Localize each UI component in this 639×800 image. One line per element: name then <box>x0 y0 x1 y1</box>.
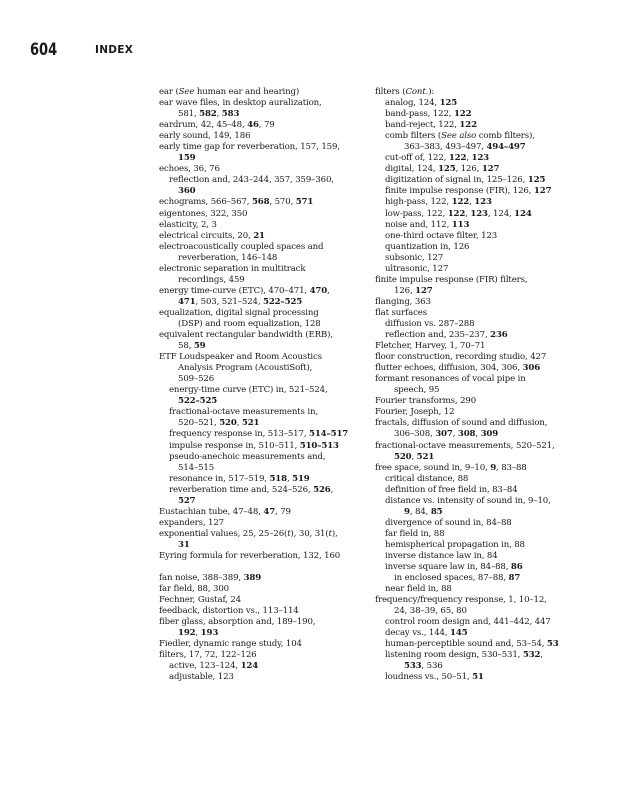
index-subentry: recordings, 459 <box>178 274 245 285</box>
index-subentry: near field in, 88 <box>385 584 452 595</box>
index-subentry: adjustable, 123 <box>169 672 234 683</box>
index-subentry: 159 <box>178 153 196 164</box>
index-entry: formant resonances of vocal pipe in <box>375 374 526 385</box>
index-entry: early time gap for reverberation, 157, 159, <box>159 142 340 153</box>
index-entry: echoes, 36, 76 <box>159 164 220 175</box>
index-entry: fractals, diffusion of sound and diffusion, <box>375 418 548 429</box>
index-subentry: reflection and, 243–244, 357, 359–360, <box>169 175 334 186</box>
index-subentry: 581, 582, 583 <box>178 109 240 120</box>
index-subentry: reverberation time and, 524–526, 526, <box>169 484 334 495</box>
index-subentry: loudness vs., 50–51, 51 <box>385 672 484 683</box>
index-entry: elasticity, 2, 3 <box>159 219 217 230</box>
index-subentry: reflection and, 235–237, 236 <box>385 330 508 341</box>
index-subentry: 522–525 <box>178 396 218 407</box>
index-subentry: band-reject, 122, 122 <box>385 120 477 131</box>
index-entry: eardrum, 42, 45–48, 46, 79 <box>159 120 275 131</box>
index-subentry: cut-off of, 122, 122, 123 <box>385 153 489 164</box>
index-subentry: definition of free field in, 83–84 <box>385 484 518 495</box>
index-entry: equivalent rectangular bandwidth (ERB), <box>159 330 333 341</box>
index-subentry: digital, 124, 125, 126, 127 <box>385 164 500 175</box>
index-subentry: 24, 38–39, 65, 80 <box>394 606 467 617</box>
index-subentry: critical distance, 88 <box>385 473 469 484</box>
index-entry: Fletcher, Harvey, 1, 70–71 <box>375 341 486 352</box>
index-entry: Fiedler, dynamic range study, 104 <box>159 639 302 650</box>
index-entry: ear wave files, in desktop auralization, <box>159 98 322 109</box>
index-entry: energy time-curve (ETC), 470–471, 470, <box>159 285 330 296</box>
section-title: INDEX <box>95 44 134 56</box>
index-entry: floor construction, recording studio, 427 <box>375 352 547 363</box>
index-entry: free space, sound in, 9–10, 9, 83–88 <box>375 462 527 473</box>
index-subentry: analog, 124, 125 <box>385 98 458 109</box>
index-subentry: 306–308, 307, 308, 309 <box>394 429 499 440</box>
index-subentry: digitization of signal in, 125–126, 125 <box>385 175 546 186</box>
index-column-left <box>159 87 377 683</box>
index-subentry: low-pass, 122, 122, 123, 124, 124 <box>385 208 532 219</box>
index-subentry: subsonic, 127 <box>385 252 444 263</box>
index-subentry: 363–383, 493–497, 494–497 <box>404 142 526 153</box>
index-subentry: Analysis Program (AcoustiSoft), <box>178 363 313 374</box>
index-subentry: diffusion vs. 287–288 <box>385 318 475 329</box>
index-subentry: high-pass, 122, 122, 123 <box>385 197 492 208</box>
page-number: 604 <box>30 40 58 60</box>
index-entry: filters, 17, 72, 122–126 <box>159 650 257 661</box>
index-subentry: inverse square law in, 84–88, 86 <box>385 562 523 573</box>
index-subentry: control room design and, 441–442, 447 <box>385 617 551 628</box>
index-entry: fractional-octave measurements, 520–521, <box>375 440 555 451</box>
index-entry: filters (Cont.): <box>375 87 435 97</box>
index-subentry: resonance in, 517–519, 518, 519 <box>169 473 310 484</box>
index-entry: Eustachian tube, 47–48, 47, 79 <box>159 506 291 517</box>
index-subentry: 527 <box>178 495 196 506</box>
index-subentry: 509–526 <box>178 374 215 385</box>
index-subentry: quantization in, 126 <box>385 241 470 252</box>
index-subentry: ultrasonic, 127 <box>385 263 449 274</box>
index-subentry: inverse distance law in, 84 <box>385 550 498 561</box>
index-entry: feedback, distortion vs., 113–114 <box>159 606 299 617</box>
index-subentry: distance vs. intensity of sound in, 9–10, <box>385 495 551 506</box>
index-entry: Fechner, Gustaf, 24 <box>159 595 241 606</box>
index-subentry: 533, 536 <box>404 661 443 672</box>
index-subentry: decay vs., 144, 145 <box>385 628 468 639</box>
index-subentry: in enclosed spaces, 87–88, 87 <box>394 573 521 584</box>
index-entry: electroacoustically coupled spaces and <box>159 241 324 252</box>
index-subentry: 192, 193 <box>178 628 219 639</box>
index-entry: Fourier transforms, 290 <box>375 396 477 407</box>
index-entry: finite impulse response (FIR) filters, <box>375 274 528 285</box>
index-subentry: 126, 127 <box>394 285 433 296</box>
index-entry: electrical circuits, 20, 21 <box>159 230 265 241</box>
index-subentry: fractional-octave measurements in, <box>169 407 318 418</box>
index-subentry: energy-time curve (ETC) in, 521–524, <box>169 385 328 396</box>
index-subentry: active, 123–124, 124 <box>169 661 259 672</box>
index-entry: frequency/frequency response, 1, 10–12, <box>375 595 547 606</box>
index-subentry: far field in, 88 <box>385 528 445 539</box>
index-subentry: noise and, 112, 113 <box>385 219 470 230</box>
index-subentry: 520–521, 520, 521 <box>178 418 260 429</box>
index-entry: echograms, 566–567, 568, 570, 571 <box>159 197 314 208</box>
index-subentry: hemispherical propagation in, 88 <box>385 539 525 550</box>
index-subentry: 360 <box>178 186 196 197</box>
index-subentry: listening room design, 530–531, 532, <box>385 650 543 661</box>
index-subentry: 9, 84, 85 <box>404 506 443 517</box>
index-subentry: speech, 95 <box>394 385 440 396</box>
index-entry: ETF Loudspeaker and Room Acoustics <box>159 352 322 363</box>
index-subentry: reverberation, 146–148 <box>178 252 278 263</box>
index-subentry: 471, 503, 521–524, 522–525 <box>178 296 303 307</box>
index-subentry: 514–515 <box>178 462 215 473</box>
index-subentry: band-pass, 122, 122 <box>385 109 472 120</box>
letter-group-gap <box>159 562 377 573</box>
index-entry: Eyring formula for reverberation, 132, 160 <box>159 550 341 561</box>
index-entry: flutter echoes, diffusion, 304, 306, 306 <box>375 363 541 374</box>
index-entry: fiber glass, absorption and, 189–190, <box>159 617 316 628</box>
index-entry: expanders, 127 <box>159 517 224 528</box>
index-entry: early sound, 149, 186 <box>159 131 251 142</box>
index-subentry: 58, 59 <box>178 341 206 352</box>
index-column-right <box>375 87 597 684</box>
index-subentry: (DSP) and room equalization, 128 <box>178 318 321 329</box>
index-entry: Fourier, Joseph, 12 <box>375 407 455 418</box>
index-entry: electronic separation in multitrack <box>159 263 306 274</box>
index-subentry: human-perceptible sound and, 53–54, 53 <box>385 639 559 650</box>
index-entry: eigentones, 322, 350 <box>159 208 248 219</box>
index-entry: equalization, digital signal processing <box>159 307 319 318</box>
index-subentry: 31 <box>178 539 190 550</box>
index-entry: flat surfaces <box>375 307 427 318</box>
index-subentry: frequency response in, 513–517, 514–517 <box>169 429 349 440</box>
index-entry: ear (See human ear and hearing) <box>159 87 300 97</box>
index-subentry: one-third octave filter, 123 <box>385 230 498 241</box>
index-subentry: finite impulse response (FIR), 126, 127 <box>385 186 552 197</box>
index-entry: exponential values, 25, 25–26(t), 30, 31(t), <box>159 528 338 539</box>
index-subentry: divergence of sound in, 84–88 <box>385 517 512 528</box>
index-entry: fan noise, 388–389, 389 <box>159 573 262 584</box>
index-subentry: 520, 521 <box>394 451 435 462</box>
index-subentry: impulse response in, 510–511, 510–513 <box>169 440 339 451</box>
index-subentry: comb filters (See also comb filters), <box>385 131 535 142</box>
index-subentry: pseudo-anechoic measurements and, <box>169 451 326 462</box>
index-entry: far field, 88, 300 <box>159 584 229 595</box>
index-entry: flanging, 363 <box>375 296 431 307</box>
